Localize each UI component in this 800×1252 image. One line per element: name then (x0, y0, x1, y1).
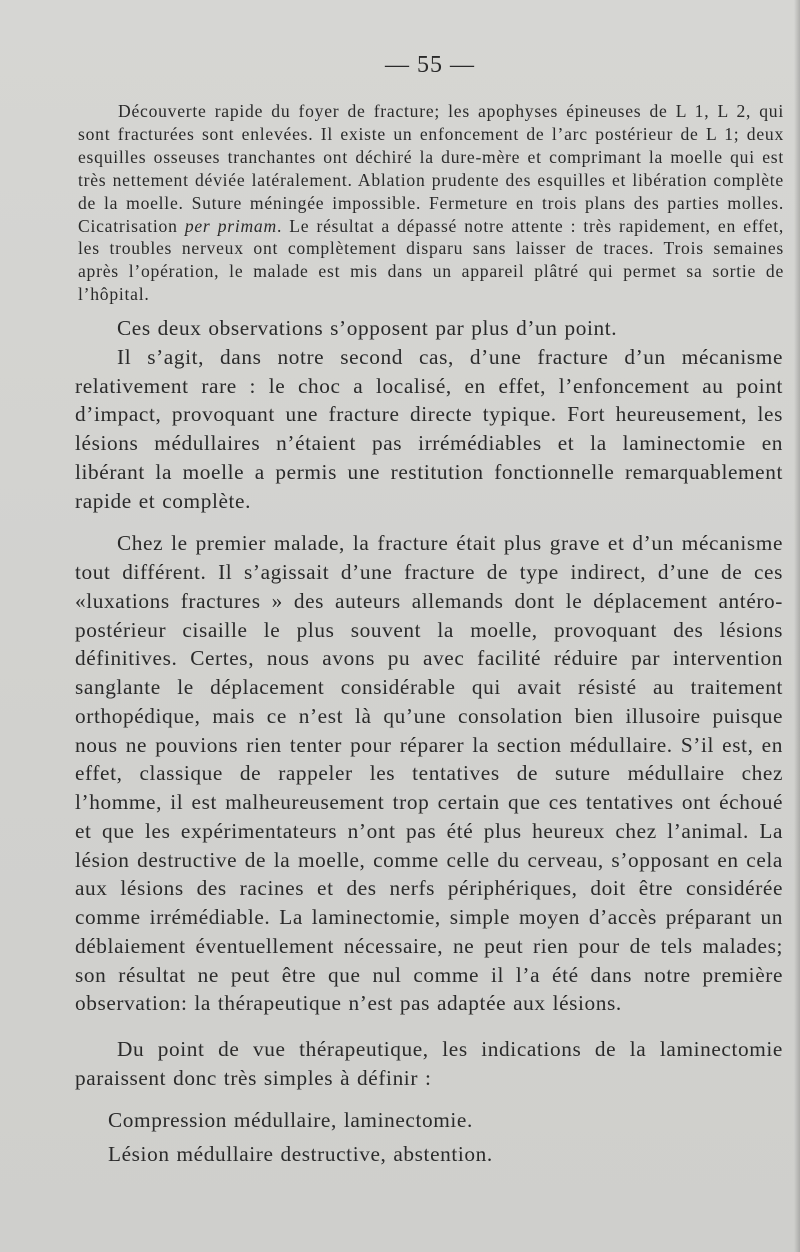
paragraph-first-patient: Chez le premier malade, la fracture était plus grave et d’un mécanisme tout différent. Il s’agissait d’une fracture de type indirect, d’une de ces «luxations fractures » des auteurs allemands dont le déplacement antéro-postérieur cisaille le plus souvent la moelle, provoquant des lésions définitives. Certes, nous avons pu avec facilité réduire par intervention sanglante le déplacement considérable qui avait résisté au traitement orthopédique, mais ce n’est là qu’une consolation bien illusoire puisque nous ne pouvions rien tenter pour réparer la section médullaire. S’il est, en effet, classique de rappeler les tentatives de suture médullaire chez l’homme, il est malheureusement trop certain que ces tentatives ont échoué et que les expérimentateurs n’ont pas été plus heureux chez l’animal. La lésion destructive de la moelle, comme celle du cerveau, s’opposant en cela aux lésions des racines et des nerfs périphériques, doit être considérée comme irrémédiable. La laminectomie, simple moyen d’accès préparant un déblaiement éventuellement nécessaire, ne peut rien pour de tels malades; son résultat ne peut être que nul comme il l’a été dans notre première observation: la thérapeutique n’est pas adaptée aux lésions. (75, 531, 783, 1016)
case-report-paragraph (78, 100, 784, 306)
italic-latin-term: per primam (184, 215, 277, 236)
indication-compression: Compression médullaire, laminectomie. (108, 1107, 473, 1132)
paragraph-observations: Ces deux observations s’opposent par plus d’un point. (117, 316, 618, 340)
case-report-text-start: Découverte rapide du foyer de fracture; les apophyses épineuses de L 1, L 2, qui sont fracturées sont enlevées. Il existe un enfoncement de l’arc postérieur de L 1; deux esquilles osseuses tranchantes ont déchiré la dure-mère et comprimant la moelle qui est très nettement déviée latéralement. Ablation prudente des esquilles et libération complète de la moelle. Suture méningée impossible. Fermeture en trois plans des parties molles. Cicatrisation (78, 101, 784, 236)
case-report-text-end: . Le résultat a dépassé notre attente : très rapidement, en effet, les troubles nerveux ont complètement disparu sans laisser de traces. Trois semaines après l’opération, le malade est mis dans un appareil plâtré qui permet sa sortie de l’hôpital. (78, 215, 785, 305)
case-report-text (78, 100, 784, 306)
paragraph-second-case: Il s’agit, dans notre second cas, d’une fracture d’un mécanisme relativement rare : le choc a localisé, en effet, l’enfoncement au point d’impact, provoquant une fracture directe typique. Fort heureusement, les lésions médullaires n’étaient pas irrémédiables et la laminectomie en libérant la moelle a permis une restitution fonctionnelle remarquablement rapide et complète. (75, 344, 783, 513)
indication-destructive-lesion: Lésion médullaire destructive, abstention. (108, 1142, 493, 1167)
page-edge-shadow (794, 0, 800, 1252)
paragraph-therapeutic-indications: Du point de vue thérapeutique, les indications de la laminectomie paraissent donc très simples à définir : (75, 1037, 783, 1090)
main-text (75, 314, 783, 1169)
page-number: — 55 — (385, 52, 475, 78)
